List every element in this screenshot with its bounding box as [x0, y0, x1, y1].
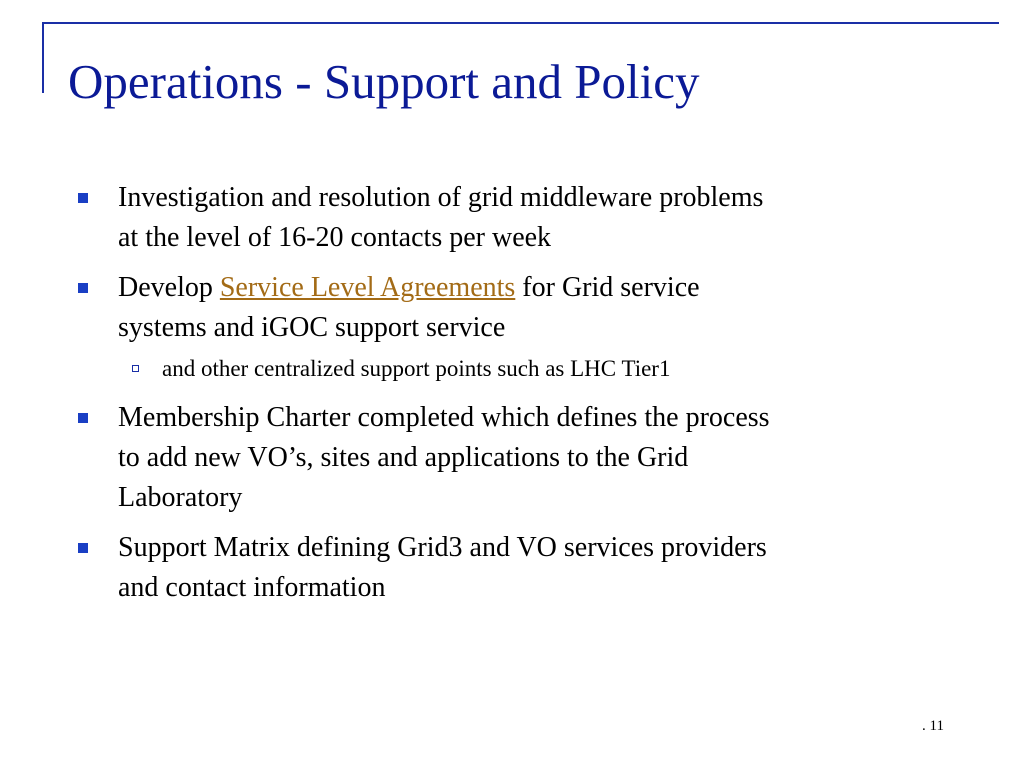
bullet-item	[78, 398, 938, 518]
slide-title: Operations - Support and Policy	[68, 54, 700, 109]
bullet-item	[78, 268, 938, 348]
hollow-square-bullet-icon	[132, 365, 139, 372]
bullet-text: Develop	[118, 272, 220, 303]
sub-bullet-item	[78, 354, 938, 384]
bullet-item	[78, 178, 938, 258]
page-number: . 11	[922, 718, 944, 734]
square-bullet-icon	[78, 193, 88, 203]
bullet-text: Support Matrix defining Grid3 and VO services providers	[118, 532, 767, 563]
bullet-text: for Grid service	[515, 272, 700, 303]
bullet-item	[78, 528, 938, 608]
sub-bullet-text: and other centralized support points such as LHC Tier1	[162, 356, 671, 381]
frame-top-line	[42, 22, 999, 24]
bullet-list	[78, 178, 938, 618]
bullet-text: at the level of 16-20 contacts per week	[118, 222, 552, 253]
square-bullet-icon	[78, 543, 88, 553]
square-bullet-icon	[78, 413, 88, 423]
bullet-text: systems and iGOC support service	[118, 312, 506, 343]
square-bullet-icon	[78, 283, 88, 293]
service-level-agreements-link[interactable]: Service Level Agreements	[219, 272, 516, 303]
bullet-text: to add new VO’s, sites and applications to the Grid	[118, 442, 689, 473]
frame-left-line	[42, 22, 44, 93]
bullet-text: Investigation and resolution of grid middleware problems	[118, 182, 764, 213]
bullet-text: Membership Charter completed which defines the process	[118, 402, 770, 433]
bullet-text: and contact information	[118, 572, 386, 603]
bullet-text: Laboratory	[118, 482, 243, 513]
